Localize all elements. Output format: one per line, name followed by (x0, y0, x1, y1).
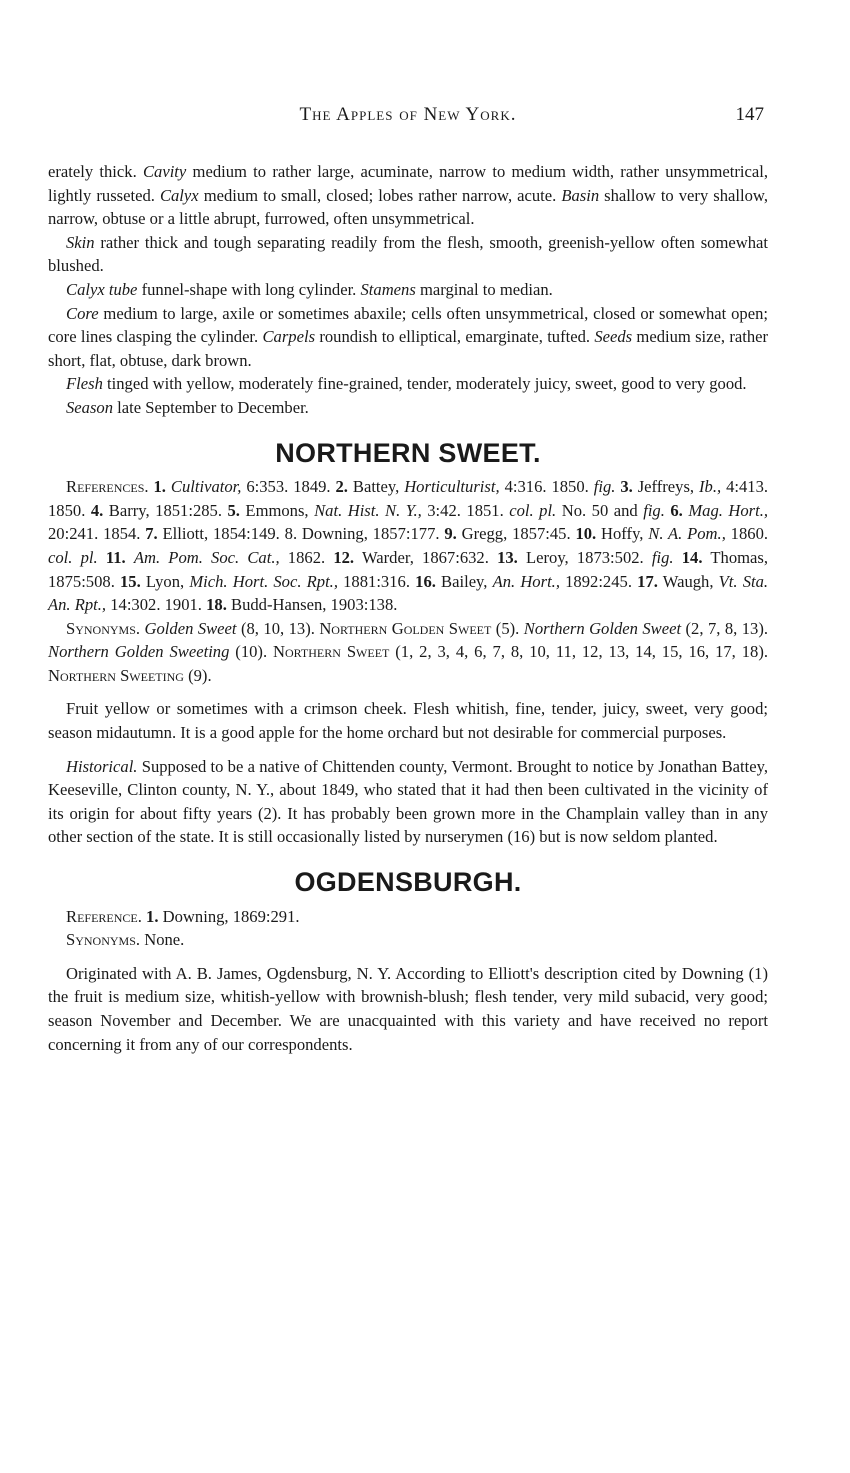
text-run: Waugh, (657, 571, 719, 591)
text-run: Warder, 1867:632. (354, 547, 498, 567)
italic-term: Horticulturist, (404, 477, 500, 497)
reference-number: 3. (620, 477, 633, 497)
text-run: Hoffy, (596, 524, 649, 544)
italic-term: Am. Pom. Soc. Cat., (133, 547, 280, 567)
text-run (98, 548, 106, 567)
text-run: Supposed to be a native of Chittenden county, Vermont. Brought to notice by Jonathan Battey, Keeseville, Clinton county, N. Y., about 1849, who stated that it had then been cultivated in the vicinity of its origin for about fifty years (2). It has probably been grown more in the Champlain valley than in any other section of the state. It is still occasionally listed by nurserymen (16) but is now seldom planted. (48, 756, 768, 847)
running-header (48, 104, 768, 132)
text-run: medium to rather large, acuminate, narrow to medium width, rather unsymmetrical, lightly russeted. (48, 162, 769, 205)
reference-number: 10. (575, 524, 597, 544)
italic-term: Season (66, 397, 114, 417)
text-run: shallow to very shallow, narrow, obtuse or a little abrupt, furrowed, often unsymmetrical. (48, 185, 768, 229)
italic-term: Nat. Hist. N. Y., (314, 500, 422, 520)
text-run: erately thick. (48, 162, 143, 181)
text-run: 1860. (725, 524, 769, 544)
variety-heading: NORTHERN SWEET. (275, 437, 541, 468)
text-run: 4:413. 1850. (48, 477, 769, 520)
text-run: (2, 7, 8, 13). (681, 618, 769, 638)
paragraph (48, 617, 768, 688)
text-run: Lyon, (140, 571, 190, 591)
paragraph (48, 755, 768, 849)
variety-heading: OGDENSBURGH. (294, 867, 522, 898)
text-run: Battey, (347, 477, 405, 497)
italic-term: Vt. Sta. An. Rpt., (48, 571, 769, 615)
text-run: Fruit yellow or sometimes with a crimson cheek. Flesh whitish, fine, tender, juicy, sweet, very good; season midautumn. It is a good apple for the home orchard but not desirable for commercial purposes. (48, 699, 768, 743)
text-run: 1862. (279, 547, 334, 567)
text-run: Leroy, 1873:502. (517, 547, 652, 567)
italic-term: Basin (561, 185, 600, 205)
italic-term: Mag. Hort., (688, 500, 769, 520)
italic-term: Northern Golden Sweet (523, 618, 682, 638)
paragraph (48, 928, 768, 952)
reference-number: 17. (637, 571, 658, 591)
text-run: rather thick and tough separating readily from the flesh, smooth, greenish-yellow often somewhat blushed. (48, 232, 768, 276)
text-run: (1, 2, 3, 4, 6, 7, 8, 10, 11, 12, 13, 14, 15, 16, 17, 18). (389, 642, 768, 662)
small-caps-label: Synonyms. (66, 930, 141, 950)
italic-term: fig. (651, 547, 674, 567)
text-run: medium size, rather short, flat, obtuse, dark brown. (48, 327, 769, 370)
text-run: No. 50 and (556, 500, 644, 520)
italic-term: Calyx tube (66, 279, 138, 299)
reference-number: 2. (335, 477, 348, 497)
italic-term: Northern Golden Sweeting (48, 642, 230, 662)
reference-number: 6. (670, 500, 683, 520)
italic-term: Cultivator, (170, 477, 242, 497)
reference-number: 4. (90, 500, 104, 520)
italic-term: N. A. Pom., (648, 524, 726, 544)
text-run: (9). (183, 665, 212, 685)
page-body (48, 160, 768, 1056)
italic-term: Mich. Hort. Soc. Rpt., (189, 571, 338, 591)
reference-number: 9. (444, 524, 457, 544)
italic-term: fig. (643, 500, 665, 520)
paragraph (48, 160, 768, 231)
text-run: 1892:245. (559, 571, 638, 591)
reference-number: 7. (145, 524, 158, 544)
text-run: 3:42. 1851. (421, 500, 510, 520)
text-run: medium to large, axile or sometimes abaxile; cells often unsymmetrical, closed or somewhat open; core lines clasping the cylinder. (48, 303, 768, 347)
reference-number: 18. (206, 595, 227, 615)
text-run: funnel-shape with long cylinder. (137, 279, 361, 299)
page-number: 147 (735, 104, 764, 125)
text-run: tinged with yellow, moderately fine-grained, tender, moderately juicy, sweet, good to very good. (102, 374, 747, 394)
text-run: 4:316. 1850. (499, 477, 594, 497)
italic-term: Skin (66, 232, 95, 252)
text-run: Emmons, (239, 500, 315, 520)
text-run: Originated with A. B. James, Ogdensburg, N. Y. According to Elliott's description cited by Downing (1) the fruit is medium size, whitish-yellow with brownish-blush; flesh tender, very mild subacid, very good; season November and December. We are unacquainted with this variety and have received no report concerning it from any of our correspondents. (48, 963, 768, 1054)
italic-term: Ib., (699, 477, 722, 497)
text-run: (8, 10, 13). (236, 618, 320, 638)
paragraph (48, 962, 768, 1056)
italic-term: Core (66, 303, 99, 323)
italic-term: Historical. (66, 756, 138, 776)
text-run: roundish to elliptical, emarginate, tufted. (315, 327, 595, 347)
text-run: Gregg, 1857:45. (456, 524, 576, 544)
text-run: medium to small, closed; lobes rather narrow, acute. (198, 185, 562, 205)
paragraph (48, 278, 768, 302)
small-caps-label: Northern Sweeting (48, 665, 184, 685)
small-caps-label: References. (66, 477, 149, 497)
text-run: Barry, 1851:285. (103, 500, 228, 520)
text-run (126, 548, 134, 567)
text-run: (5). (491, 618, 524, 638)
italic-term: Cavity (142, 162, 187, 181)
small-caps-label: Northern Sweet (273, 642, 390, 662)
italic-term: Flesh (66, 374, 103, 394)
reference-number: 5. (227, 500, 240, 520)
reference-number: 15. (120, 571, 141, 591)
small-caps-label: Northern Golden Sweet (319, 618, 492, 638)
paragraph (48, 302, 768, 373)
book-title: The Apples of New York. (299, 104, 517, 125)
italic-term: col. pl. (48, 547, 98, 567)
text-run: Downing, 1869:291. (158, 906, 300, 926)
text-run: 1881:316. (337, 571, 416, 591)
reference-number: 11. (105, 547, 126, 567)
text-run: 6:353. 1849. (241, 477, 336, 497)
text-run: None. (140, 930, 185, 950)
reference-number: 13. (497, 547, 518, 567)
text-run: Elliott, 1854:149. 8. Downing, 1857:177. (157, 524, 445, 544)
text-run: Jeffreys, (632, 477, 700, 497)
text-run: 20:241. 1854. (48, 524, 146, 544)
reference-number: 16. (415, 571, 436, 591)
text-run: late September to December. (113, 397, 309, 417)
text-run (674, 548, 682, 567)
italic-term: Calyx (159, 185, 199, 205)
italic-term: Stamens (360, 279, 416, 299)
italic-term: Golden Sweet (144, 618, 237, 638)
paragraph (48, 905, 768, 929)
italic-term: fig. (593, 477, 616, 497)
reference-number: 1. (153, 477, 166, 497)
italic-term: An. Hort., (492, 571, 560, 591)
reference-number: 1. (146, 906, 159, 926)
paragraph (48, 396, 768, 420)
reference-number: 14. (681, 547, 703, 567)
italic-term: Seeds (594, 327, 633, 347)
paragraph (48, 475, 768, 617)
text-run: Bailey, (435, 571, 493, 591)
paragraph (48, 697, 768, 744)
reference-number: 12. (333, 547, 355, 567)
text-run: (10). (229, 642, 273, 662)
paragraph (48, 231, 768, 278)
italic-term: col. pl. (509, 500, 557, 520)
italic-term: Carpels (262, 327, 316, 347)
small-caps-label: Synonyms. (66, 618, 141, 638)
text-run: 14:302. 1901. (106, 595, 207, 615)
text-run: marginal to median. (415, 279, 553, 299)
small-caps-label: Reference. (66, 906, 142, 926)
text-run: Thomas, 1875:508. (48, 547, 768, 591)
text-run: Budd-Hansen, 1903:138. (226, 595, 398, 615)
paragraph (48, 372, 768, 396)
